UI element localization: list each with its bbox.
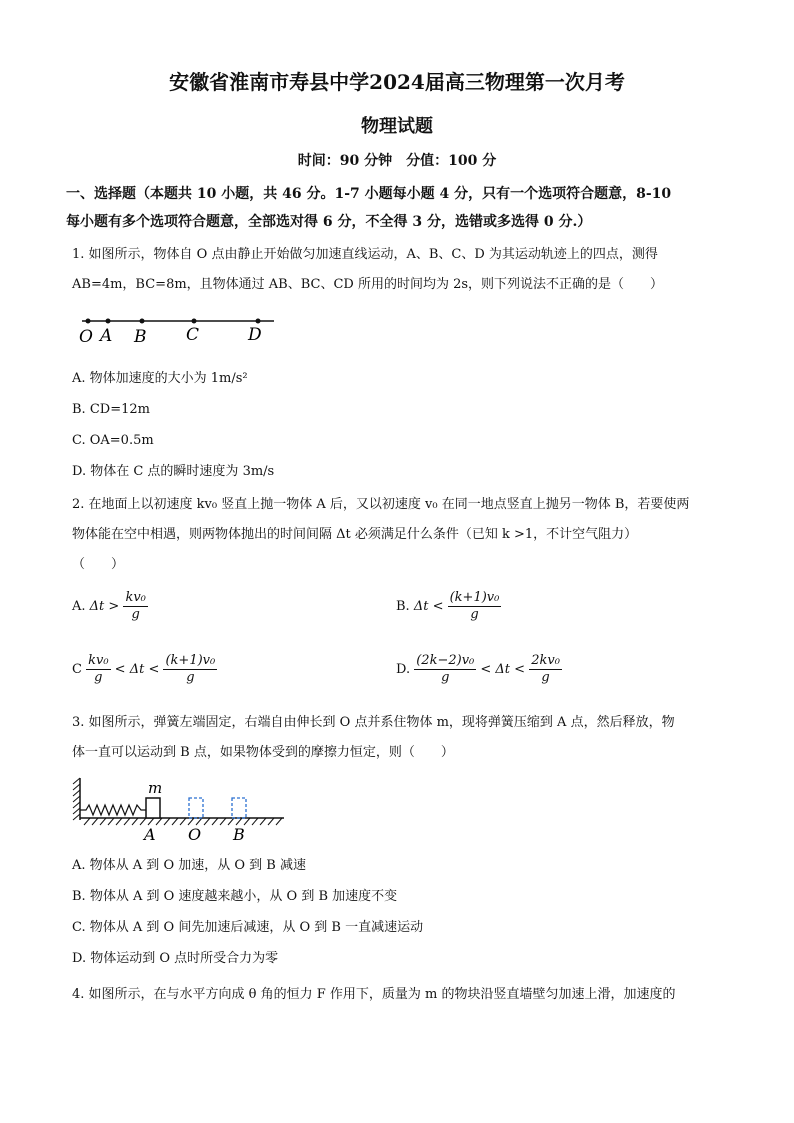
question-1-option-d[interactable]: D. 物体在 C 点的瞬时速度为 3m/s [72,464,275,479]
question-1-option-b[interactable]: B. CD=12m [72,402,150,417]
label-c: C [186,325,200,345]
label-m: m [148,779,163,797]
option-c-denominator-2: g [186,670,195,685]
spring [80,805,146,815]
option-b-fraction [448,590,502,623]
question-2-option-c[interactable] [72,653,217,686]
option-d-numerator-1: (2k−2)v₀ [416,653,475,668]
dashed-block-b [232,798,246,818]
question-2-line-1: 2. 在地面上以初速度 kv₀ 竖直上抛一物体 A 后，又以初速度 v₀ 在同一地点竖直上抛另一物体 B，若要使两 [72,497,690,512]
question-1-stem [72,240,732,300]
time-score-line: 时间：90 分钟 分值：100 分 [297,153,497,169]
point-a-dot [106,319,111,324]
option-c-fraction-1 [86,653,110,686]
wall-hatching [73,778,80,820]
question-1-option-a[interactable]: A. 物体加速度的大小为 1m/s² [72,371,248,386]
question-3-option-a[interactable]: A. 物体从 A 到 O 加速，从 O 到 B 减速 [72,858,306,873]
option-a-lhs: Δt > [89,599,120,614]
option-d-denominator-2: g [541,670,550,685]
question-2-option-a[interactable] [72,590,148,623]
question-3-figure [70,774,290,846]
option-d-denominator-1: g [441,670,450,685]
option-a-label: A. [72,599,86,614]
option-c-numerator-1: kv₀ [88,653,109,668]
point-c-dot [192,319,197,324]
label-a: A [100,326,113,346]
page-title: 安徽省淮南市寿县中学2024届高三物理第一次月考 [169,70,625,94]
option-d-numerator-2: 2kv₀ [531,653,560,668]
question-4-stem [72,980,732,1010]
question-3-stem [72,708,732,768]
option-c-denominator-1: g [94,670,103,685]
point-o-dot [86,319,91,324]
question-2-line-3: （ ） [72,557,125,572]
label-a: A [144,825,156,844]
label-d: D [248,325,262,345]
option-d-label: D. [396,662,411,677]
question-2-option-b[interactable] [396,590,501,623]
question-2-line-2: 物体能在空中相遇，则两物体抛出的时间间隔 Δt 必须满足什么条件（已知 k >1，不计空气阻力） [72,527,638,542]
label-o: O [188,825,202,844]
section-heading-line-2: 每小题有多个选项符合题意，全部选对得 6 分，不全得 3 分，选错或多选得 0 分.） [66,214,592,230]
label-o: O [79,327,93,347]
question-1-line-2: AB=4m，BC=8m，且物体通过 AB、BC、CD 所用的时间均为 2s，则下列说法不正确的是（ ） [72,277,664,292]
question-3-option-c[interactable]: C. 物体从 A 到 O 间先加速后减速，从 O 到 B 一直减速运动 [72,920,424,935]
point-b-dot [140,319,145,324]
option-c-numerator-2: (k+1)v₀ [165,653,216,668]
option-b-label: B. [396,599,410,614]
label-b: B [134,327,147,347]
question-1-figure [76,312,286,348]
question-3-option-d[interactable]: D. 物体运动到 O 点时所受合力为零 [72,951,279,966]
question-3-line-1: 3. 如图所示，弹簧左端固定，右端自由伸长到 O 点并系住物体 m，现将弹簧压缩到 A 点，然后释放，物 [72,715,675,730]
question-2-option-d[interactable] [396,653,562,686]
option-c-label: C [72,662,82,677]
option-b-denominator: g [470,607,479,622]
dashed-block-o [189,798,203,818]
option-a-numerator: kv₀ [125,590,146,605]
block-m [146,798,160,818]
option-b-numerator: (k+1)v₀ [449,590,500,605]
option-d-fraction-1 [414,653,476,686]
option-a-denominator: g [131,607,140,622]
question-1-option-c[interactable]: C. OA=0.5m [72,433,154,448]
question-2-stem [72,490,732,580]
question-4-line-1: 4. 如图所示，在与水平方向成 θ 角的恒力 F 作用下，质量为 m 的物块沿竖直墙壁匀加速上滑，加速度的 [72,987,676,1002]
ground-hatching [84,818,282,825]
section-heading [66,180,736,236]
question-3-option-b[interactable]: B. 物体从 A 到 O 速度越来越小，从 O 到 B 加速度不变 [72,889,398,904]
option-c-middle: < Δt < [114,662,160,677]
point-d-dot [256,319,261,324]
option-a-fraction [123,590,147,623]
label-b: B [233,825,245,844]
option-d-fraction-2 [529,653,562,686]
option-d-middle: < Δt < [480,662,526,677]
page-subtitle: 物理试题 [361,116,433,137]
question-3-line-2: 体一直可以运动到 B 点，如果物体受到的摩擦力恒定，则（ ） [72,745,454,760]
question-1-line-1: 1. 如图所示，物体自 O 点由静止开始做匀加速直线运动，A、B、C、D 为其运动轨迹上的四点，测得 [72,247,658,262]
section-heading-line-1: 一、选择题（本题共 10 小题，共 46 分。1-7 小题每小题 4 分，只有一个选项符合题意，8-10 [66,186,672,202]
option-c-fraction-2 [163,653,217,686]
option-b-lhs: Δt < [413,599,444,614]
